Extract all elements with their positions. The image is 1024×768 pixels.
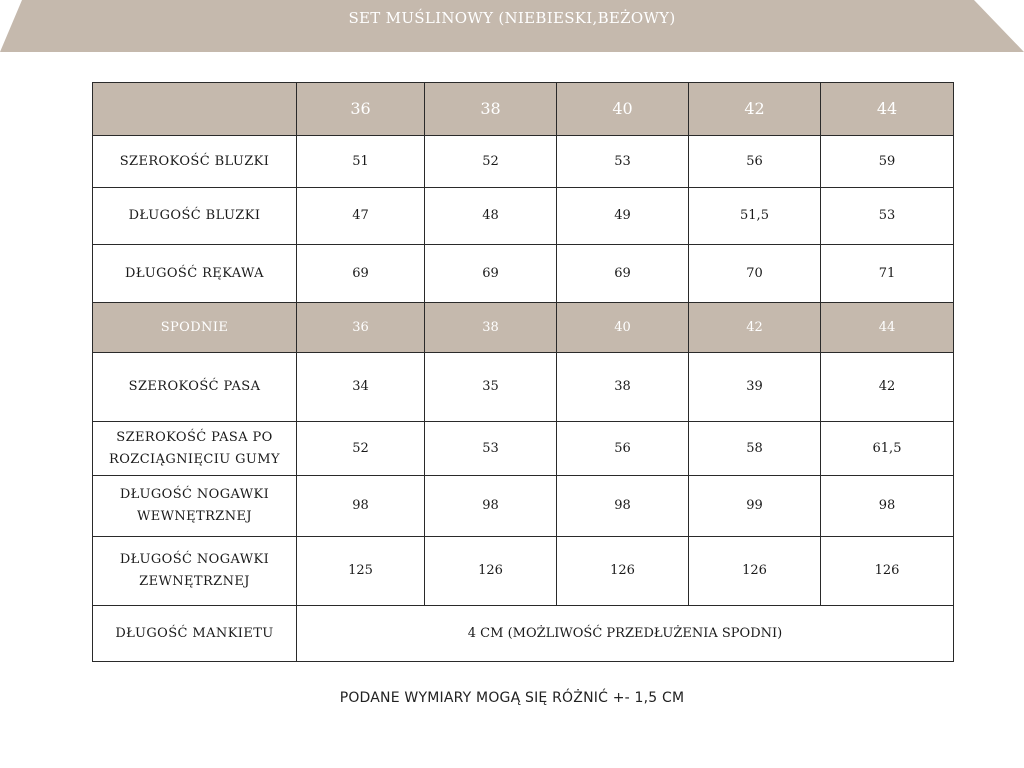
table-cell: 71 [821, 245, 954, 303]
table-cell: 52 [425, 136, 557, 188]
table-cell: 126 [821, 537, 954, 606]
size-header-cell: 36 [297, 303, 425, 353]
table-cell: 47 [297, 188, 425, 245]
table-cell: 69 [557, 245, 689, 303]
size-header-row [93, 83, 954, 136]
table-cell: 58 [689, 422, 821, 476]
table-cell: 70 [689, 245, 821, 303]
row-label: SZEROKOŚĆ PASA [93, 353, 297, 422]
row-label: DŁUGOŚĆ NOGAWKI ZEWNĘTRZNEJ [93, 537, 297, 606]
table-cell: 69 [425, 245, 557, 303]
row-label: SZEROKOŚĆ PASA PO ROZCIĄGNIĘCIU GUMY [93, 422, 297, 476]
pants-header-row [93, 303, 954, 353]
table-cell: 38 [557, 353, 689, 422]
pants-section-label: SPODNIE [93, 303, 297, 353]
size-table [92, 82, 954, 662]
table-cell: 126 [557, 537, 689, 606]
table-cell: 51 [297, 136, 425, 188]
table-cell: 35 [425, 353, 557, 422]
size-header-cell: 40 [557, 303, 689, 353]
table-cell: 126 [425, 537, 557, 606]
table-cell: 48 [425, 188, 557, 245]
table-cell: 53 [821, 188, 954, 245]
table-cell: 34 [297, 353, 425, 422]
table-row [93, 245, 954, 303]
table-cell: 39 [689, 353, 821, 422]
table-cell: 59 [821, 136, 954, 188]
size-header-cell: 42 [689, 303, 821, 353]
row-label: DŁUGOŚĆ MANKIETU [93, 606, 297, 662]
table-cell: 98 [557, 476, 689, 537]
table-cell: 125 [297, 537, 425, 606]
table-row [93, 353, 954, 422]
table-cell: 49 [557, 188, 689, 245]
table-cell: 99 [689, 476, 821, 537]
size-header-cell: 42 [689, 83, 821, 136]
row-label: DŁUGOŚĆ BLUZKI [93, 188, 297, 245]
table-cell: 126 [689, 537, 821, 606]
table-cell: 56 [557, 422, 689, 476]
table-row [93, 188, 954, 245]
table-cell: 98 [297, 476, 425, 537]
cuff-value-cell: 4 CM (MOŻLIWOŚĆ PRZEDŁUŻENIA SPODNI) [297, 606, 954, 662]
table-row [93, 537, 954, 606]
header-corner-cell [93, 83, 297, 136]
table-cell: 53 [557, 136, 689, 188]
table-cell: 98 [821, 476, 954, 537]
table-row [93, 422, 954, 476]
size-header-cell: 44 [821, 83, 954, 136]
size-header-cell: 40 [557, 83, 689, 136]
size-header-cell: 38 [425, 83, 557, 136]
table-cell: 52 [297, 422, 425, 476]
table-cell: 69 [297, 245, 425, 303]
table-cell: 61,5 [821, 422, 954, 476]
size-header-cell: 36 [297, 83, 425, 136]
size-header-cell: 44 [821, 303, 954, 353]
table-row [93, 136, 954, 188]
title-banner [0, 0, 1024, 53]
table-cell: 98 [425, 476, 557, 537]
table-cell: 51,5 [689, 188, 821, 245]
table-cell: 42 [821, 353, 954, 422]
row-label: SZEROKOŚĆ BLUZKI [93, 136, 297, 188]
table-row [93, 476, 954, 537]
table-cell: 53 [425, 422, 557, 476]
size-header-cell: 38 [425, 303, 557, 353]
page-title: SET MUŚLINOWY (NIEBIESKI,BEŻOWY) [348, 9, 676, 27]
table-cell: 56 [689, 136, 821, 188]
row-label: DŁUGOŚĆ RĘKAWA [93, 245, 297, 303]
measurement-note: PODANE WYMIARY MOGĄ SIĘ RÓŻNIĆ +- 1,5 CM [339, 690, 685, 706]
row-label: DŁUGOŚĆ NOGAWKI WEWNĘTRZNEJ [93, 476, 297, 537]
table-row [93, 606, 954, 662]
